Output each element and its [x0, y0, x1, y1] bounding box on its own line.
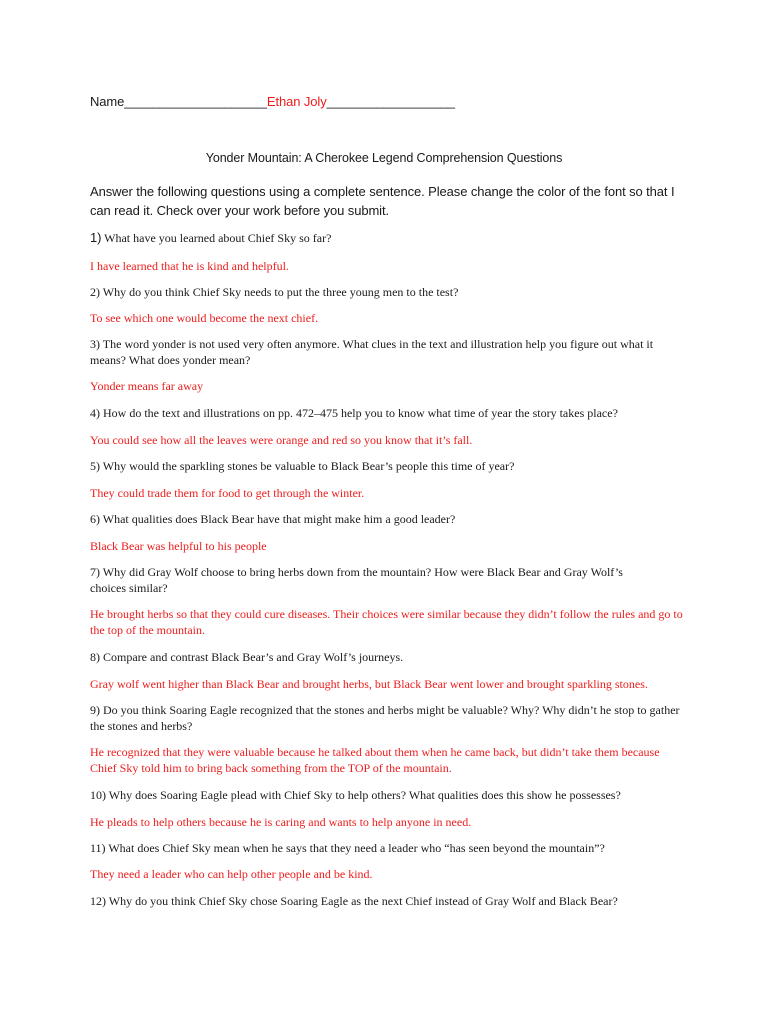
question-text: What have you learned about Chief Sky so far? [101, 231, 332, 245]
question-text: What qualities does Black Bear have that might make him a good leader? [100, 512, 456, 526]
question-number: 2) [90, 285, 100, 299]
question-number: 8) [90, 650, 100, 664]
question-4 [90, 405, 690, 421]
question-number: 5) [90, 459, 100, 473]
question-number: 7) [90, 565, 100, 579]
question-text: Why do you think Chief Sky needs to put the three young men to the test? [100, 285, 459, 299]
question-number: 9) [90, 703, 100, 717]
question-number: 3) [90, 337, 100, 351]
question-number: 4) [90, 406, 100, 420]
answer-6: Black Bear was helpful to his people [90, 539, 267, 553]
question-number: 10) [90, 788, 106, 802]
question-text: The word yonder is not used very often anymore. What clues in the text and illustration help you figure out what it means? What does yonder mean? [90, 337, 654, 367]
answer-2: To see which one would become the next chief. [90, 311, 319, 325]
question-12 [90, 893, 690, 909]
question-8 [90, 649, 690, 665]
question-text: Do you think Soaring Eagle recognized that the stones and herbs might be valuable? Why? Why didn’t he stop to gather the stones and herbs? [90, 703, 680, 733]
question-text: Why do you think Chief Sky chose Soaring Eagle as the next Chief instead of Gray Wolf and Black Bear? [106, 894, 618, 908]
question-text: Compare and contrast Black Bear’s and Gray Wolf’s journeys. [100, 650, 404, 664]
answer-5: They could trade them for food to get through the winter. [90, 486, 365, 500]
document-title: Yonder Mountain: A Cherokee Legend Comprehension Questions [205, 151, 563, 165]
instructions: Answer the following questions using a complete sentence. Please change the color of the font so that I can read it. Check over your work before you submit. [90, 184, 675, 218]
question-text: Why did Gray Wolf choose to bring herbs down from the mountain? How were Black Bear and Gray Wolf’s choices similar? [90, 565, 623, 595]
question-9 [90, 702, 690, 734]
question-text: Why would the sparkling stones be valuable to Black Bear’s people this time of year? [100, 459, 515, 473]
name-line [90, 94, 455, 109]
answer-8: Gray wolf went higher than Black Bear and brought herbs, but Black Bear went lower and brought sparkling stones. [90, 677, 648, 691]
answer-11: They need a leader who can help other people and be kind. [90, 867, 373, 881]
name-trailing-underline: __________________ [326, 94, 455, 109]
question-3 [90, 336, 680, 368]
answer-7: He brought herbs so that they could cure diseases. Their choices were similar because they didn’t follow the rules and go to the top of the mountain. [90, 607, 683, 637]
student-name: Ethan Joly [266, 94, 327, 109]
question-6 [90, 511, 690, 527]
question-11 [90, 840, 690, 856]
question-number: 6) [90, 512, 100, 526]
question-2 [90, 284, 690, 300]
question-5 [90, 458, 690, 474]
answer-1: I have learned that he is kind and helpful. [90, 259, 289, 273]
question-1 [90, 230, 690, 246]
name-label: Name____________________ [90, 94, 267, 109]
question-number: 1) [90, 230, 102, 245]
question-number: 11) [90, 841, 106, 855]
answer-9: He recognized that they were valuable because he talked about them when he came back, but didn’t take them because Chief Sky told him to bring back something from the TOP of the mountain. [90, 745, 660, 775]
question-number: 12) [90, 894, 106, 908]
question-text: How do the text and illustrations on pp. 472–475 help you to know what time of year the story takes place? [100, 406, 618, 420]
question-text: What does Chief Sky mean when he says that they need a leader who “has seen beyond the mountain”? [105, 841, 605, 855]
answer-10: He pleads to help others because he is caring and wants to help anyone in need. [90, 815, 472, 829]
answer-3: Yonder means far away [90, 379, 204, 393]
question-text: Why does Soaring Eagle plead with Chief Sky to help others? What qualities does this show he possesses? [106, 788, 621, 802]
question-10 [90, 787, 690, 803]
question-7 [90, 564, 660, 596]
answer-4: You could see how all the leaves were orange and red so you know that it’s fall. [90, 433, 473, 447]
